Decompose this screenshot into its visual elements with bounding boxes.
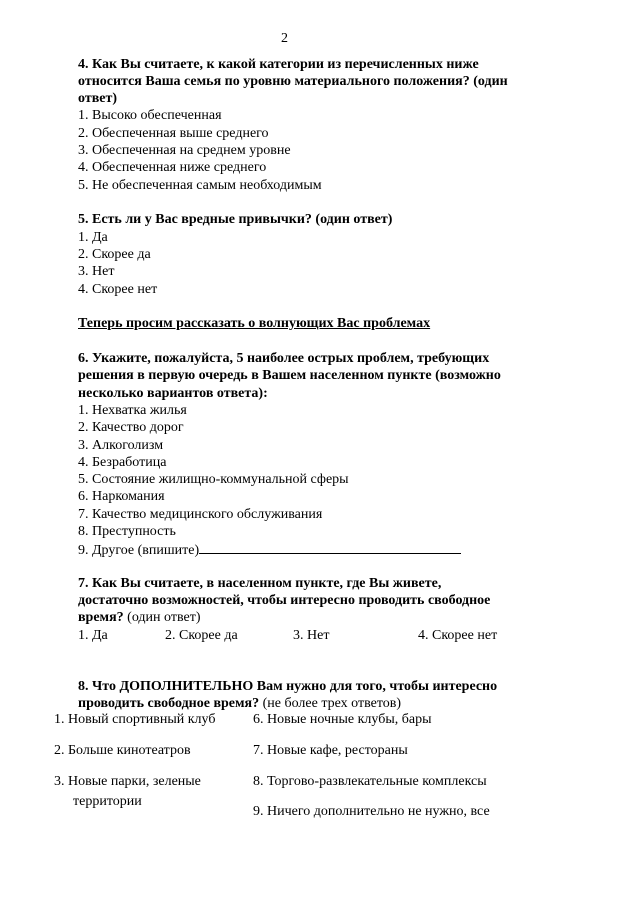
q4-line-3: ответ) — [78, 91, 118, 106]
q5-option: 2. Скорее да — [78, 247, 151, 262]
q7-option: 2. Скорее да — [165, 628, 238, 643]
q4-option: 4. Обеспеченная ниже среднего — [78, 160, 267, 175]
q7-option: 1. Да — [78, 628, 108, 643]
q6-option: 3. Алкоголизм — [78, 438, 164, 453]
q7-option: 3. Нет — [293, 628, 330, 643]
q5-option: 1. Да — [78, 230, 108, 245]
q6-line-2: решения в первую очередь в Вашем населенном пункте (возможно — [78, 368, 501, 383]
q6-option: 1. Нехватка жилья — [78, 403, 187, 418]
q8-option-right: 8. Торгово-развлекательные комплексы — [253, 774, 487, 789]
q6-option: 2. Качество дорог — [78, 420, 184, 435]
section-heading: Теперь просим рассказать о волнующих Вас проблемах — [78, 316, 431, 331]
q8-line-2-note: (не более трех ответов) — [259, 696, 402, 711]
q4-option: 2. Обеспеченная выше среднего — [78, 126, 269, 141]
q8-option-left: 2. Больше кинотеатров — [54, 743, 191, 758]
q6-option-other-label: 9. Другое (впишите) — [78, 543, 200, 558]
q8-option-right: 7. Новые кафе, рестораны — [253, 743, 408, 758]
q6-option: 6. Наркомания — [78, 489, 165, 504]
page-number: 2 — [281, 31, 288, 46]
q7-line-3-bold: время? — [78, 610, 124, 625]
q7-line-1: 7. Как Вы считаете, в населенном пункте, где Вы живете, — [78, 576, 442, 591]
q8-line-1: 8. Что ДОПОЛНИТЕЛЬНО Вам нужно для того, чтобы интересно — [78, 679, 498, 694]
q5-option: 3. Нет — [78, 264, 115, 279]
q7-option: 4. Скорее нет — [418, 628, 498, 643]
q5-line-1: 5. Есть ли у Вас вредные привычки? (один ответ) — [78, 212, 393, 227]
q7-line-3-note: (один ответ) — [123, 610, 201, 625]
q8-line-2 — [78, 695, 401, 712]
q4-option: 5. Не обеспеченная самым необходимым — [78, 178, 322, 193]
q4-line-1: 4. Как Вы считаете, к какой категории из перечисленных ниже — [78, 57, 479, 72]
q8-option-left-cont: территории — [73, 794, 142, 809]
write-in-line[interactable] — [199, 540, 461, 554]
q6-option: 8. Преступность — [78, 524, 176, 539]
q4-line-2: относится Ваша семья по уровню материального положения? (один — [78, 74, 508, 89]
q4-option: 1. Высоко обеспеченная — [78, 108, 222, 123]
q6-option-other — [78, 540, 461, 559]
q6-option: 5. Состояние жилищно-коммунальной сферы — [78, 472, 349, 487]
q6-line-1: 6. Укажите, пожалуйста, 5 наиболее острых проблем, требующих — [78, 351, 490, 366]
q8-option-left: 1. Новый спортивный клуб — [54, 712, 216, 727]
q8-option-right: 9. Ничего дополнительно не нужно, все — [253, 804, 490, 819]
q5-option: 4. Скорее нет — [78, 282, 158, 297]
q8-option-left: 3. Новые парки, зеленые — [54, 774, 201, 789]
q8-option-right: 6. Новые ночные клубы, бары — [253, 712, 432, 727]
q7-line-2: достаточно возможностей, чтобы интересно проводить свободное — [78, 593, 491, 608]
q6-line-3: несколько вариантов ответа): — [78, 386, 268, 401]
q4-option: 3. Обеспеченная на среднем уровне — [78, 143, 291, 158]
q6-option: 7. Качество медицинского обслуживания — [78, 507, 323, 522]
q7-line-3 — [78, 609, 201, 626]
q6-option: 4. Безработица — [78, 455, 167, 470]
q8-line-2-bold: проводить свободное время? — [78, 696, 260, 711]
